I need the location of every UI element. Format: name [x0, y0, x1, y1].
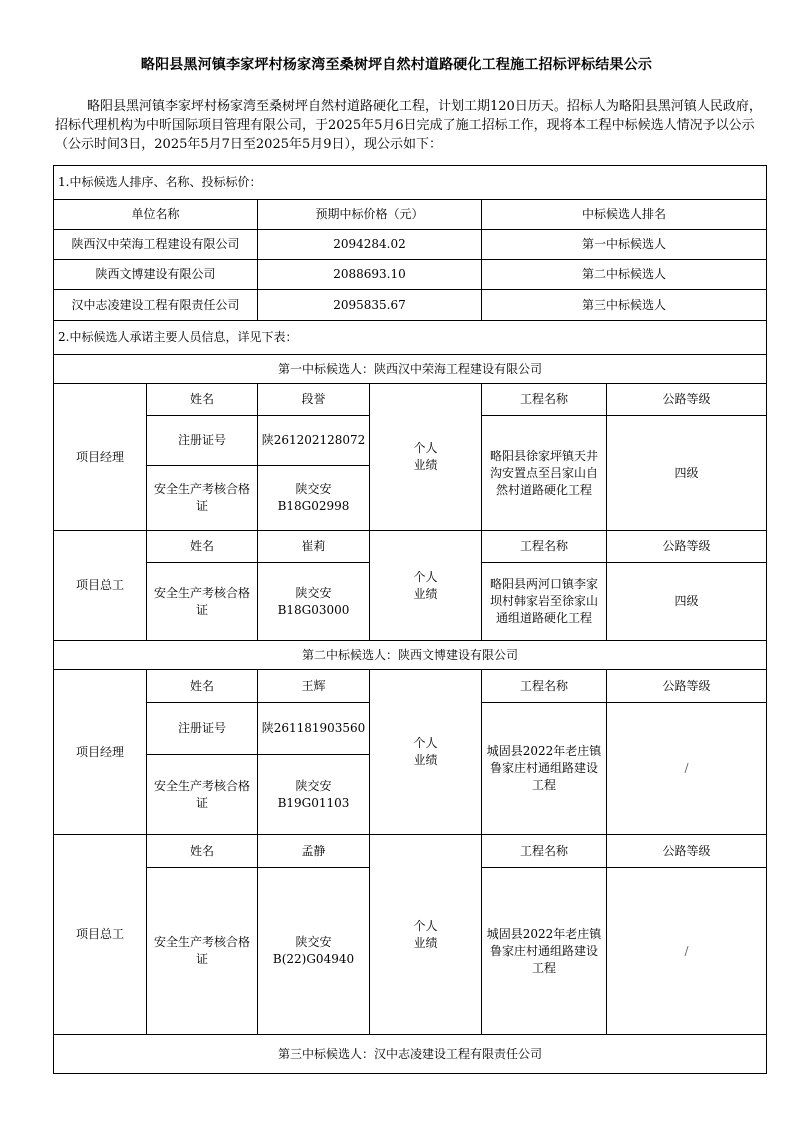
project-name: 城固县2022年老庄镇鲁家庄村通组路建设工程	[482, 703, 607, 835]
candidate-heading: 第二中标候选人：陕西文博建设有限公司	[54, 641, 767, 670]
company-name: 陕西文博建设有限公司	[54, 260, 258, 290]
section2-heading-row	[54, 321, 767, 355]
role-label: 项目经理	[54, 670, 147, 835]
field-label: 工程名称	[482, 384, 607, 416]
col-header-company: 单位名称	[54, 200, 258, 230]
field-label: 公路等级	[607, 670, 767, 703]
company-name: 汉中志凌建设工程有限责任公司	[54, 290, 258, 321]
field-label: 姓名	[147, 835, 258, 868]
personal-performance-label: 个人 业绩	[370, 835, 482, 1035]
role-label: 项目总工	[54, 835, 147, 1035]
personal-performance-label: 个人 业绩	[370, 531, 482, 641]
field-label: 安全生产考核合格证	[147, 755, 258, 835]
person-name: 崔莉	[258, 531, 370, 563]
road-grade: /	[607, 868, 767, 1035]
field-label: 姓名	[147, 670, 258, 703]
section2-heading: 2.中标候选人承诺主要人员信息，详见下表：	[54, 321, 767, 355]
candidate-heading: 第三中标候选人：汉中志凌建设工程有限责任公司	[54, 1035, 767, 1074]
section1-heading: 1.中标候选人排序、名称、投标标价：	[54, 166, 767, 200]
candidate-heading-row	[54, 1035, 767, 1074]
field-label: 姓名	[147, 531, 258, 563]
road-grade: 四级	[607, 416, 767, 531]
candidate-heading-row	[54, 641, 767, 670]
road-grade: 四级	[607, 563, 767, 641]
field-label: 安全生产考核合格证	[147, 868, 258, 1035]
safety-certificate: 陕交安B18G03000	[258, 563, 370, 641]
col-header-price: 预期中标价格（元）	[258, 200, 482, 230]
field-label: 工程名称	[482, 835, 607, 868]
safety-certificate: 陕交安B18G02998	[258, 466, 370, 531]
section1-heading-row	[54, 166, 767, 200]
registration-number: 陕261202128072	[258, 416, 370, 466]
page-title: 略阳县黑河镇李家坪村杨家湾至桑树坪自然村道路硬化工程施工招标评标结果公示	[140, 57, 653, 73]
table-row	[54, 670, 767, 703]
field-label: 工程名称	[482, 531, 607, 563]
field-label: 公路等级	[607, 384, 767, 416]
field-label: 姓名	[147, 384, 258, 416]
project-name: 城固县2022年老庄镇鲁家庄村通组路建设工程	[482, 868, 607, 1035]
table-row	[54, 384, 767, 416]
bid-price: 2095835.67	[258, 290, 482, 321]
candidate-rank: 第二中标候选人	[482, 260, 767, 290]
col-header-rank: 中标候选人排名	[482, 200, 767, 230]
bid-price: 2094284.02	[258, 230, 482, 260]
safety-certificate: 陕交安B(22)G04940	[258, 868, 370, 1035]
field-label: 安全生产考核合格证	[147, 563, 258, 641]
road-grade: /	[607, 703, 767, 835]
candidate-heading-row	[54, 355, 767, 384]
field-label: 注册证号	[147, 416, 258, 466]
field-label: 公路等级	[607, 531, 767, 563]
field-label: 安全生产考核合格证	[147, 466, 258, 531]
field-label: 注册证号	[147, 703, 258, 755]
table-row	[54, 230, 767, 260]
candidate-heading: 第一中标候选人：陕西汉中荣海工程建设有限公司	[54, 355, 767, 384]
table-row	[54, 531, 767, 563]
personal-performance-label: 个人 业绩	[370, 384, 482, 531]
safety-certificate: 陕交安B19G01103	[258, 755, 370, 835]
intro-paragraph: 略阳县黑河镇李家坪村杨家湾至桑树坪自然村道路硬化工程，计划工期120日历天。招标人为略阳县黑河镇人民政府，招标代理机构为中昕国际项目管理有限公司，于2025年5月6日完成了施工招标工作，现将本工程中标候选人情况予以公示（公示时间3日，2025年5月7日至2025年5月9日），现公示如下：	[55, 99, 762, 152]
registration-number: 陕261181903560	[258, 703, 370, 755]
role-label: 项目总工	[54, 531, 147, 641]
project-name: 略阳县两河口镇李家坝村韩家岩至徐家山通组道路硬化工程	[482, 563, 607, 641]
company-name: 陕西汉中荣海工程建设有限公司	[54, 230, 258, 260]
personal-performance-label: 个人 业绩	[370, 670, 482, 835]
section1-header-row	[54, 200, 767, 230]
table-row	[54, 290, 767, 321]
field-label: 工程名称	[482, 670, 607, 703]
table-row	[54, 260, 767, 290]
candidate-rank: 第一中标候选人	[482, 230, 767, 260]
candidate-rank: 第三中标候选人	[482, 290, 767, 321]
project-name: 略阳县徐家坪镇天井沟安置点至吕家山自然村道路硬化工程	[482, 416, 607, 531]
field-label: 公路等级	[607, 835, 767, 868]
results-table	[53, 165, 767, 1074]
table-row	[54, 835, 767, 868]
person-name: 段誉	[258, 384, 370, 416]
bid-price: 2088693.10	[258, 260, 482, 290]
person-name: 孟静	[258, 835, 370, 868]
person-name: 王辉	[258, 670, 370, 703]
role-label: 项目经理	[54, 384, 147, 531]
